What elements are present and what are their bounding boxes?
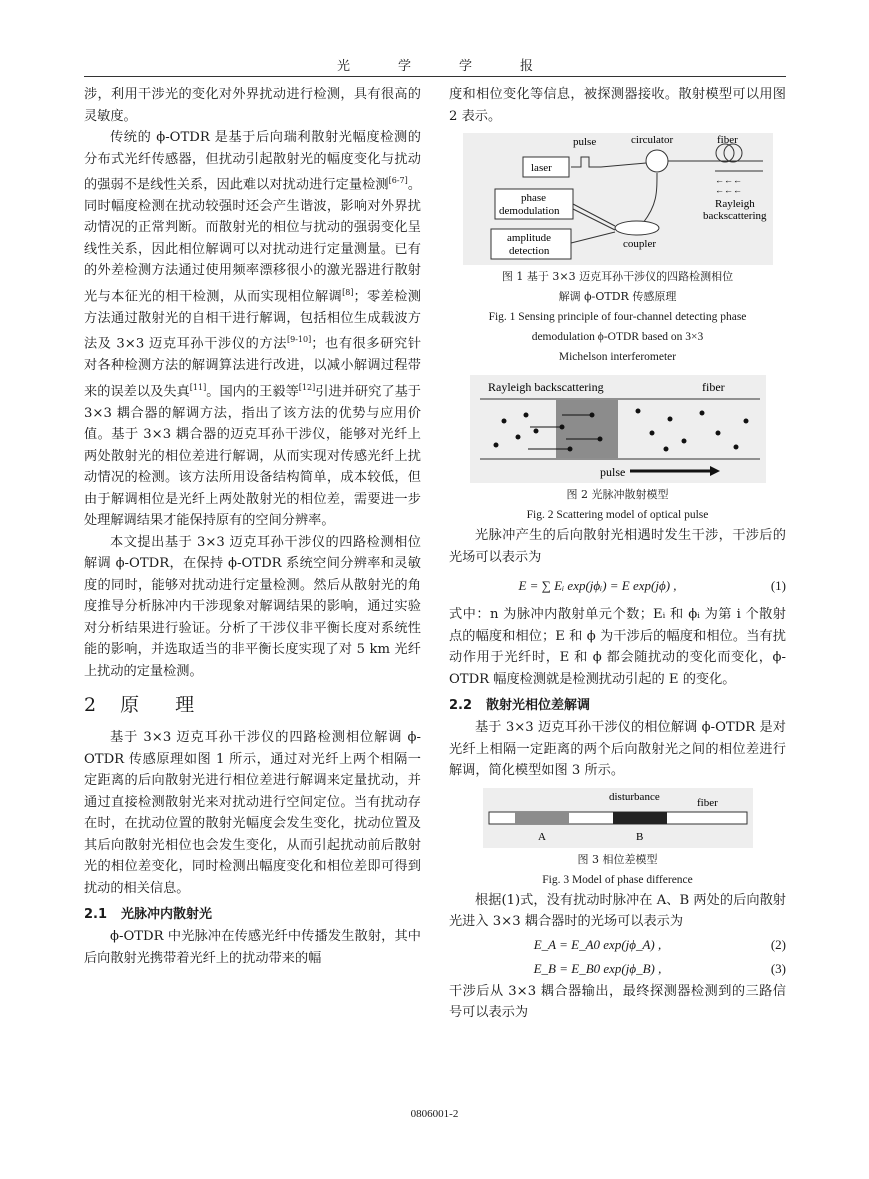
label-demodulation: demodulation (498, 205, 559, 217)
citation: [6-7] (388, 176, 408, 185)
text-run: 引进并研究了基于 3×3 耦合器的解调方法，指出了该方法的优势与应用价值。基于 3×3 耦合器的迈克耳孙干涉仪，能够对光纤上两处散射光的相位差进行解调，从而实现对传感光纤上扰动情况的检测。该方法所用设备结构简单，成本较低，但由于解调相位是光纤上两处散射光的相位差，需要进一步处理解调结果才能保持原有的空间分辨率。 (84, 384, 421, 529)
subsection-heading (449, 694, 786, 713)
circulator-icon (646, 150, 668, 172)
segment-b (613, 812, 667, 824)
label-rayleigh-backscattering: Rayleigh backscattering (487, 380, 604, 394)
figure-2-diagram (470, 375, 766, 483)
equation-1 (449, 568, 786, 604)
paragraph-principle: 基于 3×3 迈克耳孙干涉仪的四路检测相位解调 ϕ-OTDR 传感原理如图 1 所示，通过对光纤上两个相隔一定距离的后向散射光进行相位差进行解调来定量扰动，并通过直接检测散射光来对扰动进行空间定位。当有扰动存在时，在扰动位置的散射光幅度会发生变化，扰动位置及其后向散射光相位也会发生变化，从而引起扰动前后散射光的相位差变化，同时检测出幅度变化和相位差即可得到扰动的相关信息。 (84, 730, 421, 896)
scatter-point (533, 429, 538, 434)
scatter-point (715, 431, 720, 436)
right-column (449, 84, 786, 1024)
figure-2-caption-cn: 图 2 光脉冲散射模型 (566, 488, 669, 501)
paragraph-variables: 式中：n 为脉冲内散射单元个数；Eᵢ 和 ϕᵢ 为第 i 个散射点的幅度和相位；E 和 ϕ 为干涉后的幅度和相位。当有扰动作用于光纤时，E 和 ϕ 都会随扰动的变化而变化，ϕ-OTDR 幅度检测就是检测扰动引起的 E 的变化。 (449, 607, 786, 687)
text-run: ；零差检测方法通过散射光的自相干进行解调，包括相位生成载波方法及 3×3 迈克耳孙干涉仪的方法 (84, 289, 421, 352)
left-column (84, 84, 421, 969)
label-pulse: pulse (572, 136, 596, 148)
subsection-title: 光脉冲内散射光 (121, 907, 213, 923)
scatter-point (663, 447, 668, 452)
figure-1-caption-en: Fig. 1 Sensing principle of four-channel detecting phase (488, 311, 747, 323)
text-run: 。同时幅度检测在扰动较强时还会产生谐波，影响对外界扰动情况的正常判断。而散射光的相位与扰动的强弱变化呈线性关系，因此相位解调可以对扰动进行定量测量。已有的外差检测方法通过使用频率漂移很小的激光器进行散射光与本征光的相干检测，从而实现相位解调 (84, 177, 422, 305)
coupler-to-phase-line (573, 204, 615, 226)
equation-body: E = ∑ Eᵢ exp(jϕᵢ) = E exp(jϕ) , (518, 578, 677, 593)
citation: [11] (189, 382, 207, 392)
label-laser: laser (530, 162, 552, 174)
circulator-to-coupler-line (643, 173, 657, 223)
label-backscattering: backscattering (702, 210, 767, 222)
citation: [8] (342, 287, 354, 297)
figure-3-caption-cn: 图 3 相位差模型 (577, 852, 658, 866)
scatter-point (699, 411, 704, 416)
page-footer-id: 0806001-2 (410, 1108, 459, 1120)
equation-body: E_B = E_B0 exp(jϕ_B) , (533, 960, 662, 976)
scatter-point (515, 435, 520, 440)
paragraph-three-signals: 干涉后从 3×3 耦合器输出，最终探测器检测到的三路信号可以表示为 (449, 983, 786, 1020)
laser-to-circulator-line (601, 163, 646, 167)
paragraph-no-disturbance: 根据(1)式，没有扰动时脉冲在 A、B 两处的后向散射光进入 3×3 耦合器时的光场可以表示为 (449, 892, 786, 929)
equation-3 (449, 957, 786, 981)
backscatter-arrows: ←←← (714, 185, 742, 195)
arrow-head (710, 466, 720, 476)
label-coupler: coupler (622, 238, 656, 250)
section-number: 2 (84, 694, 99, 717)
text-run: 。国内的王毅等 (206, 384, 299, 400)
citation: [12] (298, 382, 316, 392)
coupler-to-amplitude-line (571, 232, 615, 243)
equation-2 (449, 933, 786, 957)
scatter-point (493, 443, 498, 448)
label-b: B (635, 830, 643, 843)
paragraph-traditional-otdr (84, 127, 421, 532)
text-run: 传统的 ϕ-OTDR 是基于后向瑞利散射光幅度检测的分布式光纤传感器，但扰动引起散射光的幅度变化与扰动的强弱不是线性关系，因此难以对扰动进行定量检测 (84, 130, 421, 193)
scatter-point (649, 431, 654, 436)
label-phase: phase (520, 192, 546, 204)
backscatter-arrows: ←←← (714, 175, 742, 185)
scatter-point (733, 445, 738, 450)
scatter-point (635, 409, 640, 414)
label-amplitude: amplitude (506, 232, 551, 244)
fiber-coil-icon (716, 144, 734, 162)
label-circulator: circulator (630, 134, 673, 146)
label-fiber: fiber (716, 134, 738, 146)
scatter-point (681, 439, 686, 444)
figure-3-caption-en: Fig. 3 Model of phase difference (542, 873, 693, 886)
scatter-point (667, 417, 672, 422)
label-detection: detection (508, 245, 549, 257)
figure-1-caption-cn: 解调 ϕ-OTDR 传感原理 (558, 290, 677, 303)
figure-1-caption-cn: 图 1 基于 3×3 迈克耳孙干涉仪的四路检测相位 (501, 270, 734, 283)
subsection-heading (84, 903, 421, 922)
fiber-coil-icon (724, 144, 742, 162)
figure-1-caption-en: demodulation ϕ-OTDR based on 3×3 (531, 331, 704, 343)
label-a: A (537, 830, 546, 843)
paragraph-phase-difference: 基于 3×3 迈克耳孙干涉仪的相位解调 ϕ-OTDR 是对光纤上相隔一定距离的两个后向散射光之间的相位差进行解调，简化模型如图 3 所示。 (449, 720, 786, 778)
label-fiber: fiber (701, 380, 725, 394)
coupler-icon (615, 221, 659, 235)
journal-title: 光学学报 (336, 59, 581, 74)
paragraph-continuation-right: 度和相位变化等信息，被探测器接收。散射模型可以用图 2 表示。 (449, 87, 786, 124)
coupler-to-phase-line (573, 209, 615, 230)
paragraph-continuation: 涉，利用干涉光的变化对外界扰动进行检测，具有很高的灵敏度。 (84, 87, 421, 124)
subsection-number: 2.2 (449, 698, 473, 713)
section-heading (84, 690, 421, 717)
equation-number: (1) (770, 578, 786, 593)
figure-1-diagram (463, 133, 773, 265)
label-fiber: fiber (696, 796, 718, 809)
paragraph-pulse-scattering: ϕ-OTDR 中光脉冲在传感光纤中传播发生散射，其中后向散射光携带着光纤上的扰动带来的幅 (84, 929, 421, 966)
pulse-shape (571, 157, 601, 167)
label-pulse: pulse (599, 465, 625, 479)
figure-2-caption-en: Fig. 2 Scattering model of optical pulse (526, 509, 709, 521)
figure-3-diagram (483, 788, 753, 848)
segment-a (515, 812, 569, 824)
scatter-point (523, 413, 528, 418)
equation-body: E_A = E_A0 exp(jϕ_A) , (533, 936, 662, 952)
text-run: ；也有很多研究针对各种检测方法的解调算法进行改进，以减小解调过程带来的误差以及失真 (84, 336, 422, 400)
paragraph-this-paper: 本文提出基于 3×3 迈克耳孙干涉仪的四路检测相位解调 ϕ-OTDR，在保持 ϕ-OTDR 系统空间分辨率和灵敏度的同时，能够对扰动进行定量检测。然后从散射光的角度推导分析脉冲内干涉现象对解调结果的影响，通过实验对分析结果进行验证。分析了干涉仪非平衡长度对系统性能的影响，并选取适当的非平衡长度实现了对 5 km 光纤上扰动的定量检测。 (84, 534, 421, 679)
equation-number: (3) (770, 960, 786, 976)
page-header (84, 52, 786, 77)
label-rayleigh: Rayleigh (714, 198, 755, 210)
paragraph-interference: 光脉冲产生的后向散射光相遇时发生干涉，干涉后的光场可以表示为 (449, 528, 786, 565)
subsection-title: 散射光相位差解调 (486, 698, 591, 713)
scatter-points (493, 409, 748, 452)
subsection-number: 2.1 (84, 907, 108, 923)
citation: [9-10] (287, 335, 312, 345)
figure-1-caption-en: Michelson interferometer (558, 351, 677, 363)
equation-number: (2) (770, 936, 786, 952)
scatter-point (501, 419, 506, 424)
section-title: 原理 (120, 694, 231, 717)
label-disturbance: disturbance (608, 790, 660, 803)
scatter-point (743, 419, 748, 424)
